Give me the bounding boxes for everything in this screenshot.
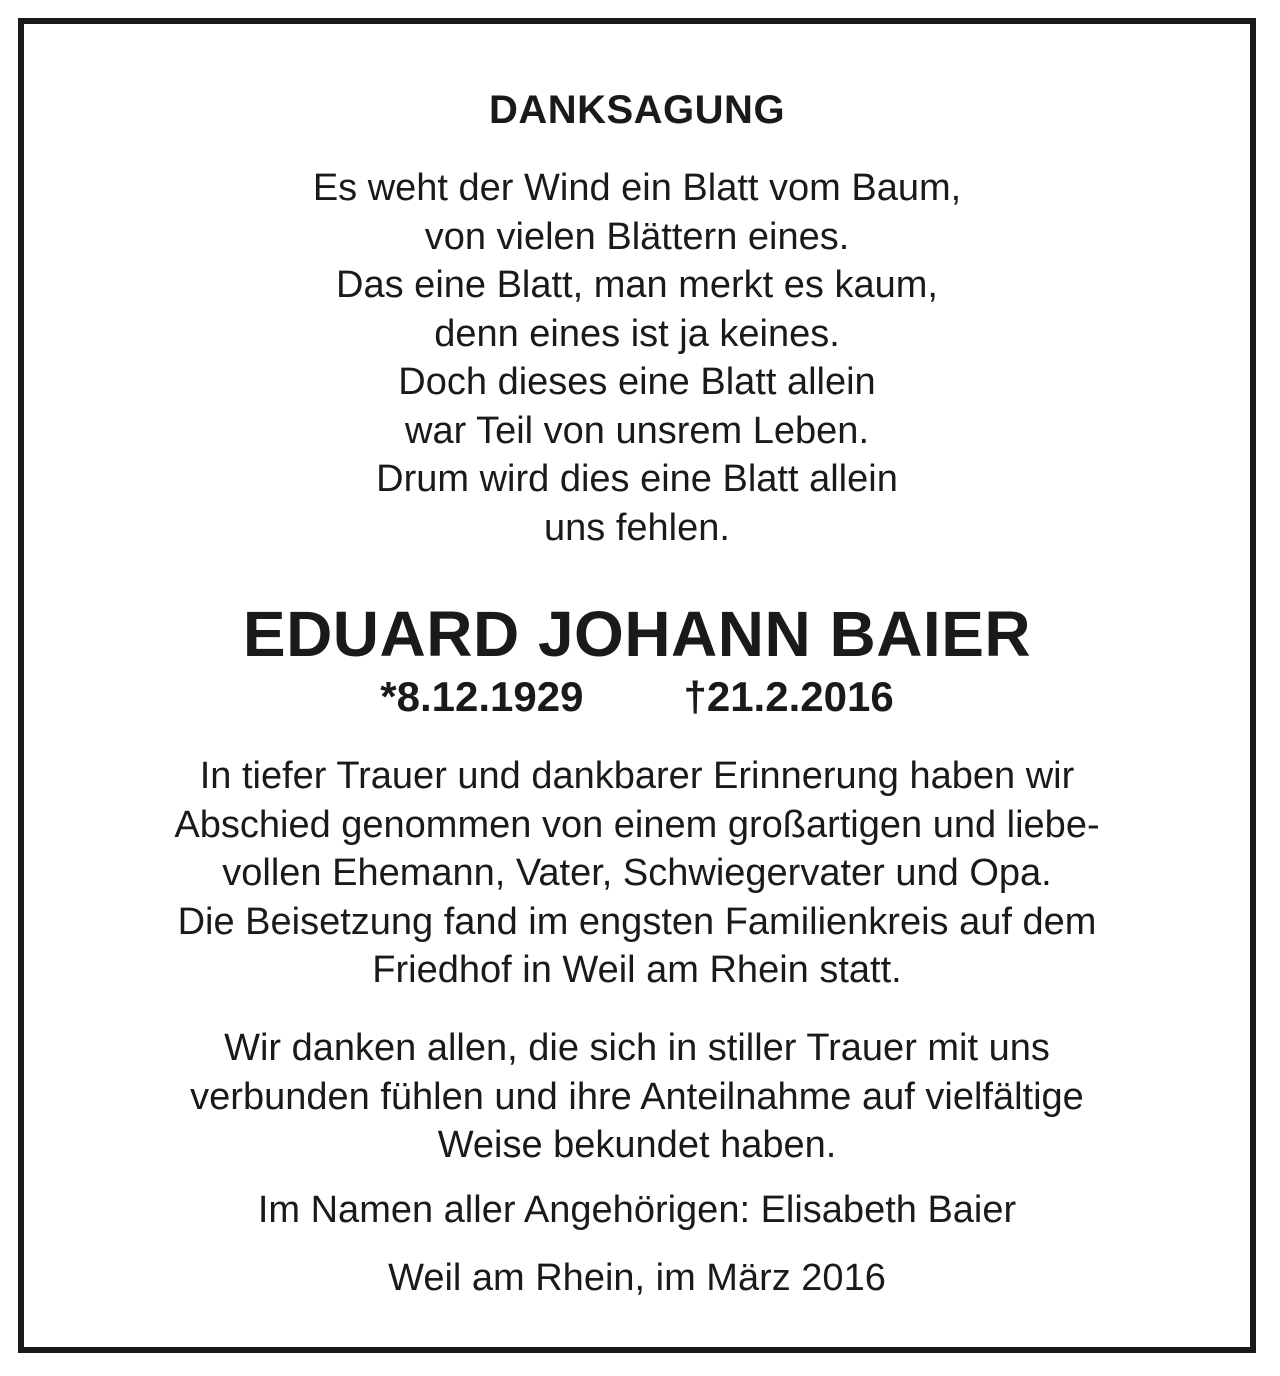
- deceased-name: EDUARD JOHANN BAIER: [242, 598, 1032, 670]
- paragraph-line: Friedhof in Weil am Rhein statt.: [372, 949, 902, 991]
- poem-line: uns fehlen.: [544, 506, 730, 549]
- paragraph-line: Abschied genommen von einem großartigen und liebe-: [174, 803, 1100, 846]
- poem-line: Es weht der Wind ein Blatt vom Baum,: [312, 167, 962, 209]
- paragraph-line: In tiefer Trauer und dankbarer Erinnerung haben wir: [199, 755, 1075, 797]
- signature-line: Im Namen aller Angehörigen: Elisabeth Baier: [257, 1189, 1017, 1231]
- paragraph-line: Wir danken allen, die sich in stiller Trauer mit uns: [224, 1027, 1050, 1069]
- paragraph-line: vollen Ehemann, Vater, Schwiegervater und Opa.: [222, 852, 1052, 894]
- poem-line: war Teil von unsrem Leben.: [405, 409, 869, 452]
- birth-date: *8.12.1929: [380, 673, 584, 720]
- thanks-paragraph: [24, 1024, 1250, 1170]
- poem-line: Doch dieses eine Blatt allein: [398, 361, 876, 403]
- poem-line: von vielen Blättern eines.: [424, 215, 850, 258]
- mourning-paragraph: [24, 752, 1250, 995]
- notice-content: [24, 24, 1250, 1347]
- notice-heading: DANKSAGUNG: [488, 88, 786, 132]
- paragraph-line: Weise bekundet haben.: [437, 1124, 837, 1166]
- poem: [24, 164, 1250, 552]
- poem-line: denn eines ist ja keines.: [434, 312, 840, 355]
- life-dates: [24, 672, 1250, 722]
- notice-frame: [18, 18, 1256, 1353]
- poem-line: Das eine Blatt, man merkt es kaum,: [336, 264, 938, 306]
- paragraph-line: Die Beisetzung fand im engsten Familienkreis auf dem: [177, 900, 1097, 943]
- poem-line: Drum wird dies eine Blatt allein: [376, 458, 898, 500]
- death-date: †21.2.2016: [683, 673, 894, 720]
- paragraph-line: verbunden fühlen und ihre Anteilnahme auf vielfältige: [190, 1075, 1084, 1118]
- place-date-line: Weil am Rhein, im März 2016: [388, 1257, 886, 1299]
